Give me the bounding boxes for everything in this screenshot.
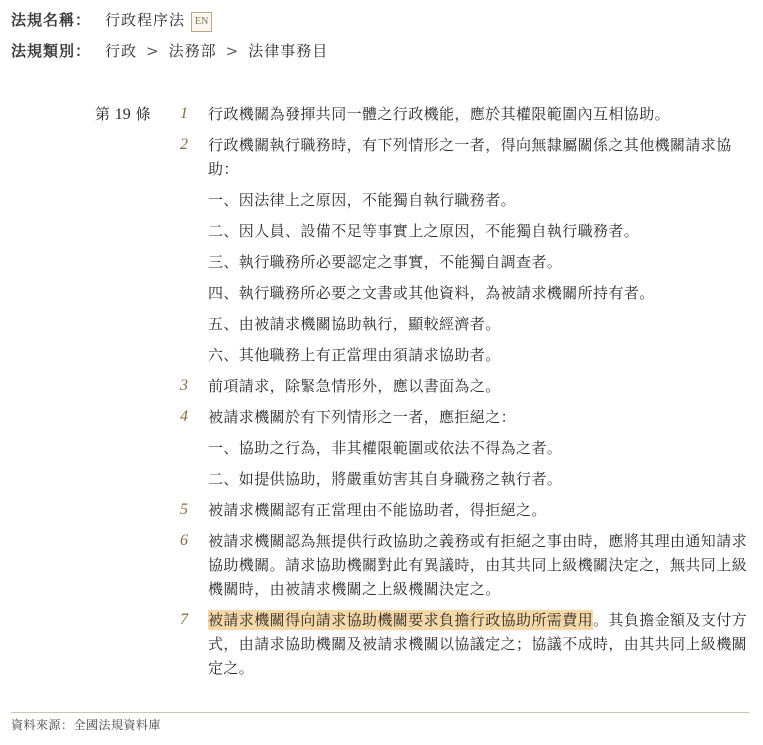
paragraph-2 xyxy=(178,133,748,181)
paragraph-text: 被請求機關於有下列情形之一者，應拒絕之： xyxy=(208,408,517,426)
paragraph-text: 前項請求，除緊急情形外，應以書面為之。 xyxy=(208,377,501,395)
english-version-button[interactable]: EN xyxy=(191,12,212,32)
law-category-label: 法規類別： xyxy=(11,42,92,60)
breadcrumb-separator: > xyxy=(146,42,160,60)
paragraph-6 xyxy=(178,529,748,601)
paragraph-number: 4 xyxy=(180,408,189,425)
list-item: 一、協助之行為，非其權限範圍或依法不得為之者。 xyxy=(208,439,563,457)
paragraph-5 xyxy=(178,498,748,522)
source-footer: 資料來源：全國法規資料庫 xyxy=(11,718,162,732)
footer-divider xyxy=(11,712,749,713)
highlighted-text: 被請求機關得向請求協助機關要求負擔行政協助所需費用 xyxy=(208,611,594,629)
list-item: 二、如提供協助，將嚴重妨害其自身職務之執行者。 xyxy=(208,470,563,488)
article-content xyxy=(178,102,748,680)
article-suffix: 條 xyxy=(135,105,151,123)
paragraph-number: 2 xyxy=(180,136,189,153)
breadcrumb-item-1: 行政 xyxy=(105,42,138,60)
paragraph-number: 6 xyxy=(180,532,189,549)
list-item: 一、因法律上之原因，不能獨自執行職務者。 xyxy=(208,191,517,209)
article-number xyxy=(95,103,151,126)
list-item: 二、因人員、設備不足等事實上之原因，不能獨自執行職務者。 xyxy=(208,222,640,240)
law-name-label: 法規名稱： xyxy=(11,11,92,29)
breadcrumb-item-3: 法律事務目 xyxy=(248,42,329,60)
breadcrumb-separator: > xyxy=(225,42,240,60)
article-prefix: 第 xyxy=(95,105,111,123)
list-item: 六、其他職務上有正當理由須請求協助者。 xyxy=(208,346,501,364)
paragraph-3 xyxy=(178,374,748,398)
paragraph-text: 被請求機關認有正當理由不能協助者，得拒絕之。 xyxy=(208,501,547,519)
paragraph-number: 1 xyxy=(180,105,189,122)
law-category-row xyxy=(11,40,328,62)
list-item: 四、執行職務所必要之文書或其他資料，為被請求機關所持有者。 xyxy=(208,284,655,302)
law-name-value: 行政程序法 xyxy=(105,11,186,29)
paragraph-7 xyxy=(178,608,748,680)
breadcrumb-item-2: 法務部 xyxy=(168,42,217,60)
breadcrumb xyxy=(105,42,328,60)
list-item: 三、執行職務所必要認定之事實，不能獨自調查者。 xyxy=(208,253,563,271)
paragraph-text: 行政機關執行職務時，有下列情形之一者，得向無隸屬關係之其他機關請求協助： xyxy=(208,136,732,178)
paragraph-text: 。其負擔金額及支付方式，由請求協助機關及被請求機關以協議定之；協議不成時，由其共同上級機關定之。 xyxy=(208,611,748,677)
article-number-value: 19 xyxy=(114,106,131,123)
paragraph-number: 7 xyxy=(180,611,189,628)
law-name-row xyxy=(11,9,212,32)
paragraph-4 xyxy=(178,405,748,429)
paragraph-text: 行政機關為發揮共同一體之行政機能，應於其權限範圍內互相協助。 xyxy=(208,105,671,123)
paragraph-number: 3 xyxy=(180,377,189,394)
paragraph-number: 5 xyxy=(180,501,189,518)
list-item: 五、由被請求機關協助執行，顯較經濟者。 xyxy=(208,315,501,333)
paragraph-text: 被請求機關認為無提供行政協助之義務或有拒絕之事由時，應將其理由通知請求協助機關。請求協助機關對此有異議時，由其共同上級機關決定之，無共同上級機關時，由被請求機關之上級機關決定之。 xyxy=(208,532,748,598)
paragraph-1 xyxy=(178,102,748,126)
